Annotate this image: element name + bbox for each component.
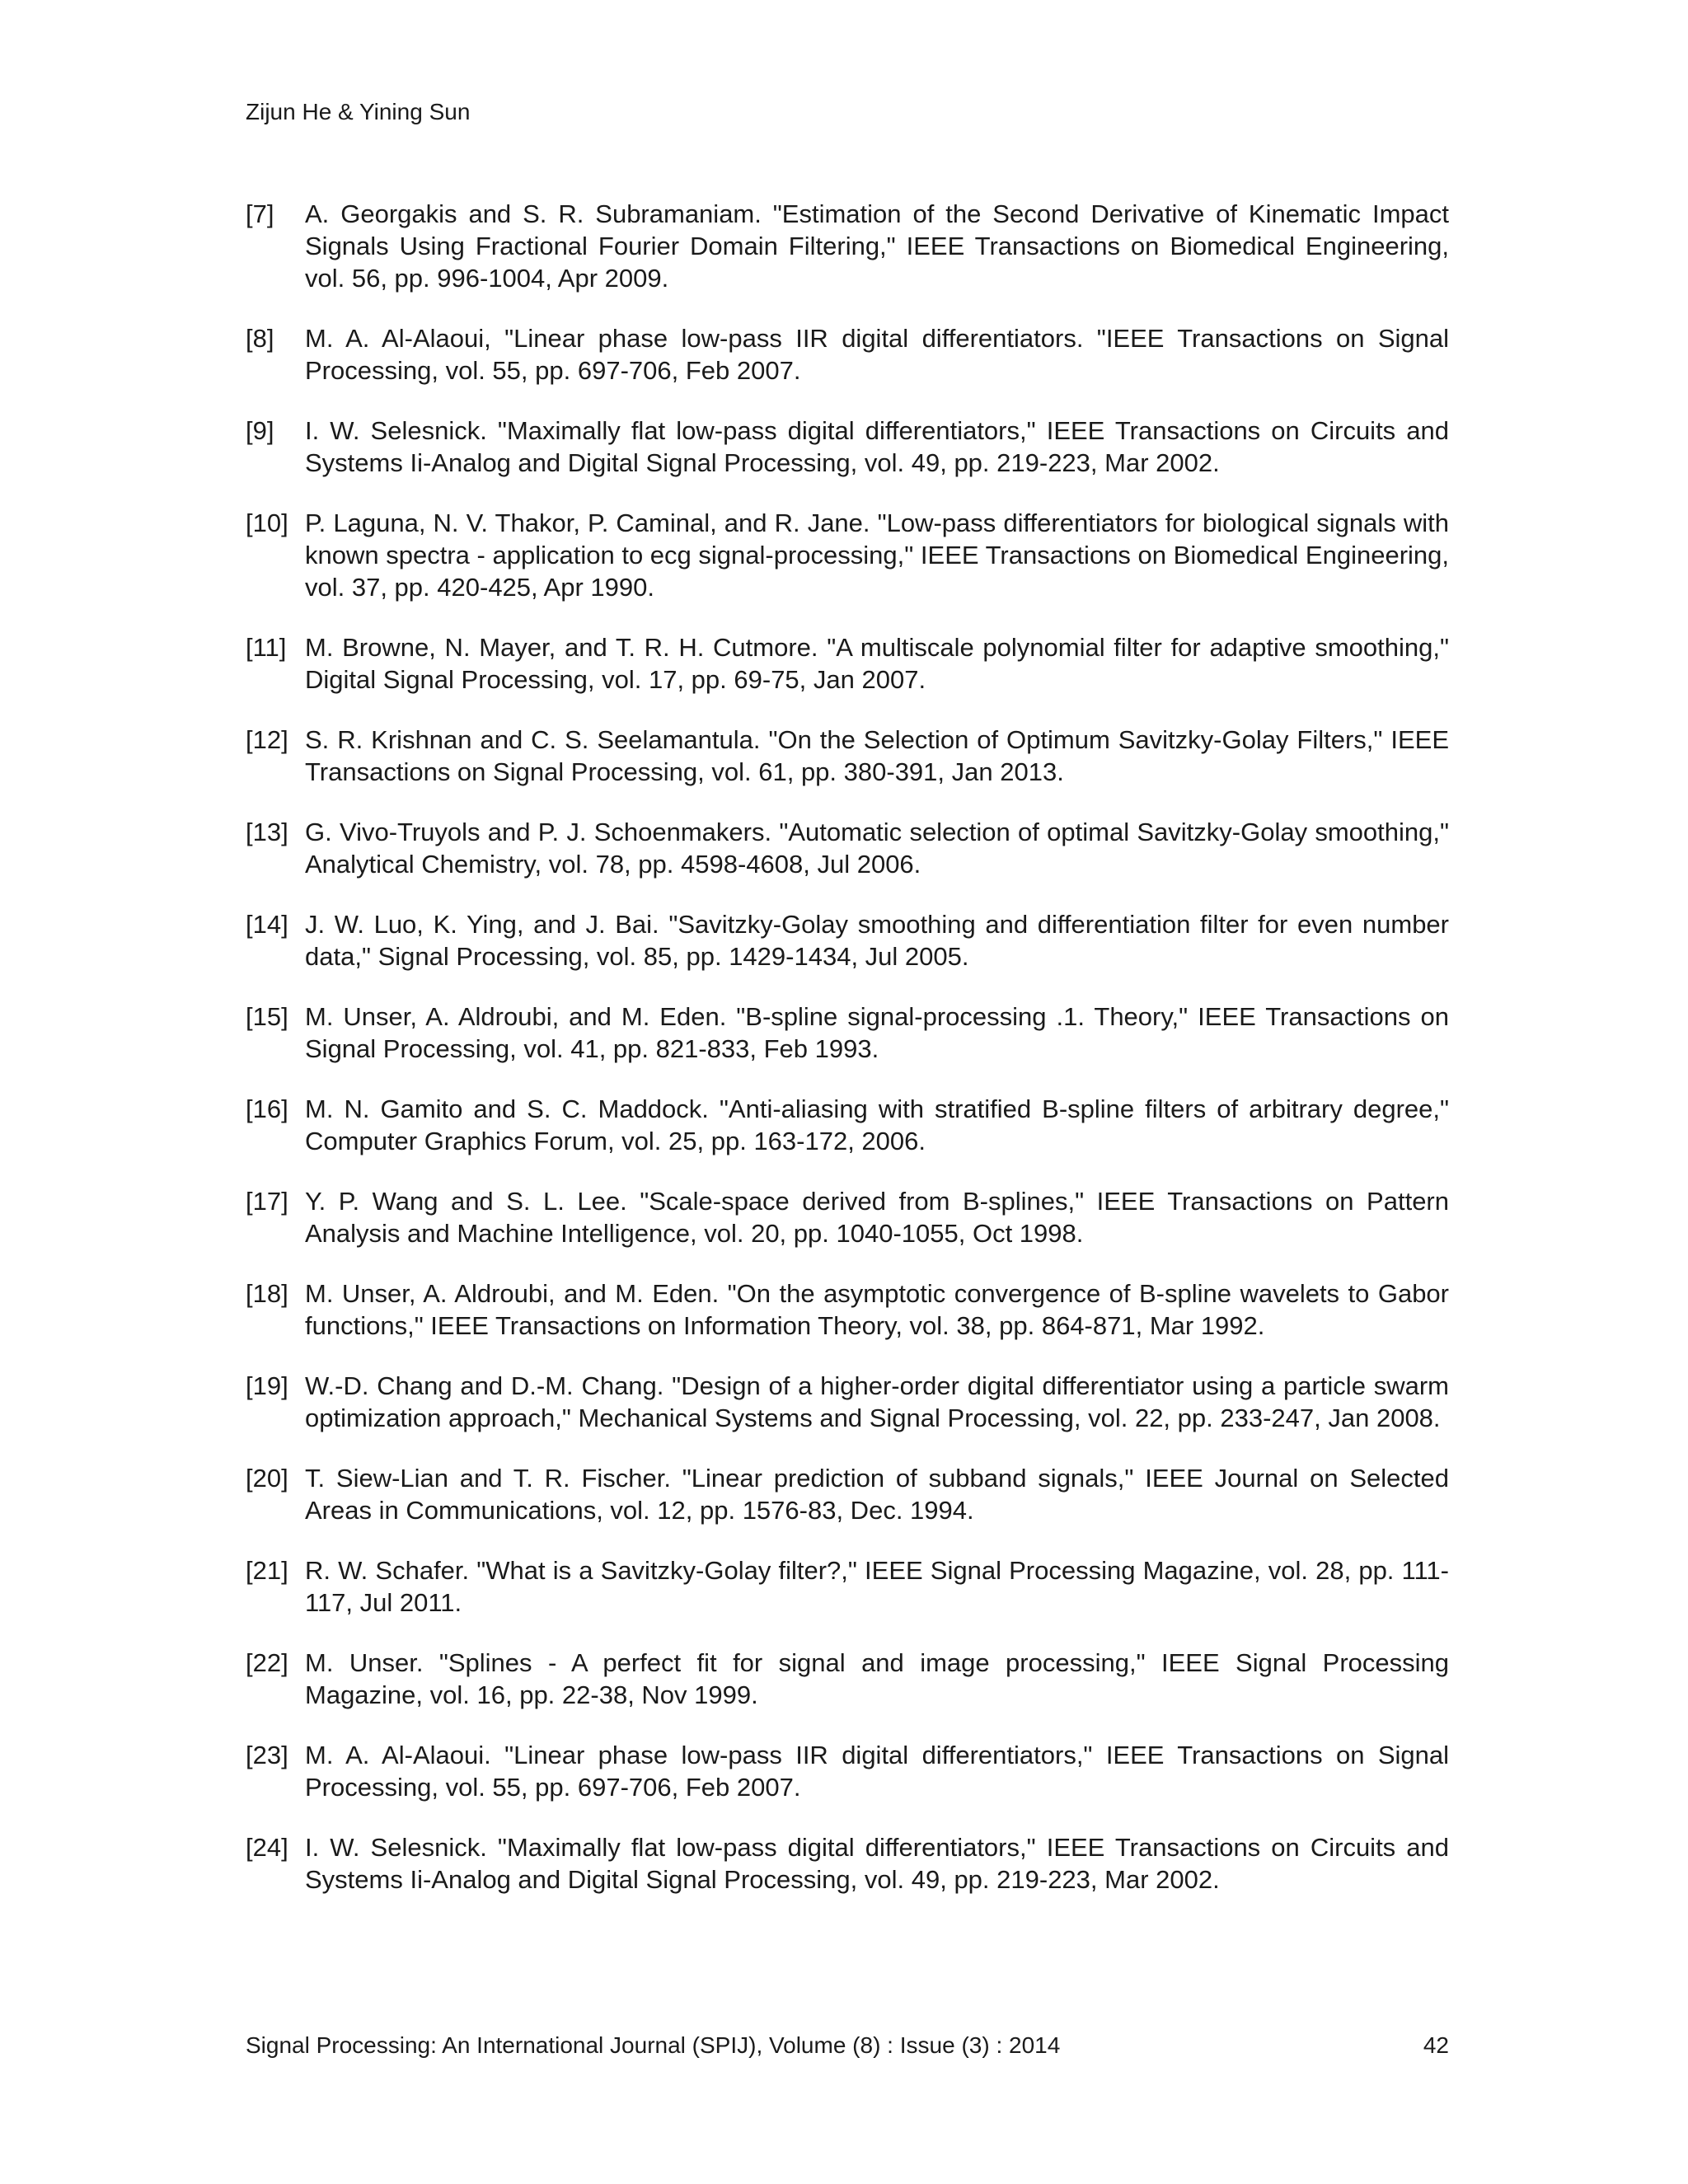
reference-number: [7] (246, 199, 274, 228)
reference-number: [10] (246, 509, 288, 537)
reference-number: [23] (246, 1741, 288, 1769)
reference-text: S. R. Krishnan and C. S. Seelamantula. "On the Selection of Optimum Savitzky-Golay Filters," IEEE Transactions on Signal Processing, vol. 61, pp. 380-391, Jan 2013. (305, 725, 1449, 786)
reference-item (246, 631, 1449, 696)
reference-item (246, 507, 1449, 603)
reference-item (246, 322, 1449, 387)
reference-number: [14] (246, 910, 288, 939)
reference-list (246, 198, 1449, 1924)
page-number: 42 (1423, 2032, 1449, 2058)
reference-item (246, 415, 1449, 479)
reference-number: [19] (246, 1371, 288, 1400)
reference-item (246, 1277, 1449, 1342)
reference-number: [11] (246, 633, 287, 662)
reference-number: [17] (246, 1187, 288, 1216)
reference-text: G. Vivo-Truyols and P. J. Schoenmakers. "Automatic selection of optimal Savitzky-Golay smoothing," Analytical Chemistry, vol. 78, pp. 4598-4608, Jul 2006. (305, 818, 1449, 879)
reference-text: P. Laguna, N. V. Thakor, P. Caminal, and R. Jane. "Low-pass differentiators for biological signals with known spectra - application to ecg signal-processing," IEEE Transactions on Biomedical Engineering, vol. 37, pp. 420-425, Apr 1990. (305, 509, 1449, 602)
running-header-authors: Zijun He & Yining Sun (246, 99, 471, 124)
reference-number: [12] (246, 725, 288, 754)
reference-text: M. A. Al-Alaoui. "Linear phase low-pass IIR digital differentiators," IEEE Transactions on Signal Processing, vol. 55, pp. 697-706, Feb 2007. (305, 1741, 1449, 1802)
reference-item (246, 1185, 1449, 1249)
reference-item (246, 1554, 1449, 1619)
reference-text: M. N. Gamito and S. C. Maddock. "Anti-aliasing with stratified B-spline filters of arbitrary degree," Computer Graphics Forum, vol. 25, pp. 163-172, 2006. (305, 1094, 1449, 1155)
reference-text: Y. P. Wang and S. L. Lee. "Scale-space derived from B-splines," IEEE Transactions on Pattern Analysis and Machine Intelligence, vol. 20, pp. 1040-1055, Oct 1998. (305, 1187, 1449, 1248)
reference-number: [18] (246, 1279, 288, 1308)
reference-text: A. Georgakis and S. R. Subramaniam. "Estimation of the Second Derivative of Kinematic Impact Signals Using Fractional Fourier Domain Filtering," IEEE Transactions on Biomedical Engineering, vol. 56, pp. 996-1004, Apr 2009. (305, 199, 1449, 293)
reference-text: M. Unser, A. Aldroubi, and M. Eden. "B-spline signal-processing .1. Theory," IEEE Transactions on Signal Processing, vol. 41, pp. 821-833, Feb 1993. (305, 1002, 1449, 1063)
reference-item (246, 1001, 1449, 1065)
reference-item (246, 1831, 1449, 1896)
reference-text: M. A. Al-Alaoui, "Linear phase low-pass IIR digital differentiators. "IEEE Transactions on Signal Processing, vol. 55, pp. 697-706, Feb 2007. (305, 324, 1449, 385)
reference-text: M. Unser, A. Aldroubi, and M. Eden. "On the asymptotic convergence of B-spline wavelets to Gabor functions," IEEE Transactions on Information Theory, vol. 38, pp. 864-871, Mar 1992. (305, 1279, 1449, 1340)
reference-text: I. W. Selesnick. "Maximally flat low-pass digital differentiators," IEEE Transactions on Circuits and Systems Ii-Analog and Digital Signal Processing, vol. 49, pp. 219-223, Mar 2002. (305, 416, 1449, 477)
reference-item (246, 198, 1449, 294)
reference-number: [24] (246, 1833, 288, 1862)
footer-journal-citation: Signal Processing: An International Journal (SPIJ), Volume (8) : Issue (3) : 2014 (246, 2032, 1061, 2058)
reference-item (246, 1093, 1449, 1157)
reference-text: I. W. Selesnick. "Maximally flat low-pass digital differentiators," IEEE Transactions on Circuits and Systems Ii-Analog and Digital Signal Processing, vol. 49, pp. 219-223, Mar 2002. (305, 1833, 1449, 1894)
reference-text: M. Browne, N. Mayer, and T. R. H. Cutmore. "A multiscale polynomial filter for adaptive smoothing," Digital Signal Processing, vol. 17, pp. 69-75, Jan 2007. (305, 633, 1449, 694)
reference-text: R. W. Schafer. "What is a Savitzky-Golay filter?," IEEE Signal Processing Magazine, vol. 28, pp. 111-117, Jul 2011. (305, 1556, 1449, 1617)
reference-item (246, 908, 1449, 972)
reference-item (246, 816, 1449, 880)
reference-text: M. Unser. "Splines - A perfect fit for signal and image processing," IEEE Signal Processing Magazine, vol. 16, pp. 22-38, Nov 1999. (305, 1648, 1449, 1709)
reference-item (246, 1370, 1449, 1434)
reference-text: W.-D. Chang and D.-M. Chang. "Design of a higher-order digital differentiator using a particle swarm optimization approach," Mechanical Systems and Signal Processing, vol. 22, pp. 233-247, Jan 2008. (305, 1371, 1449, 1432)
reference-number: [9] (246, 416, 274, 445)
reference-number: [13] (246, 818, 288, 846)
reference-item (246, 1647, 1449, 1711)
reference-number: [21] (246, 1556, 288, 1585)
reference-item (246, 1739, 1449, 1803)
reference-item (246, 724, 1449, 788)
reference-number: [15] (246, 1002, 288, 1031)
reference-number: [22] (246, 1648, 288, 1677)
reference-text: T. Siew-Lian and T. R. Fischer. "Linear prediction of subband signals," IEEE Journal on Selected Areas in Communications, vol. 12, pp. 1576-83, Dec. 1994. (305, 1464, 1449, 1525)
reference-item (246, 1462, 1449, 1526)
reference-number: [16] (246, 1094, 288, 1123)
reference-text: J. W. Luo, K. Ying, and J. Bai. "Savitzky-Golay smoothing and differentiation filter for even number data," Signal Processing, vol. 85, pp. 1429-1434, Jul 2005. (305, 910, 1449, 971)
reference-number: [20] (246, 1464, 288, 1493)
reference-number: [8] (246, 324, 274, 353)
